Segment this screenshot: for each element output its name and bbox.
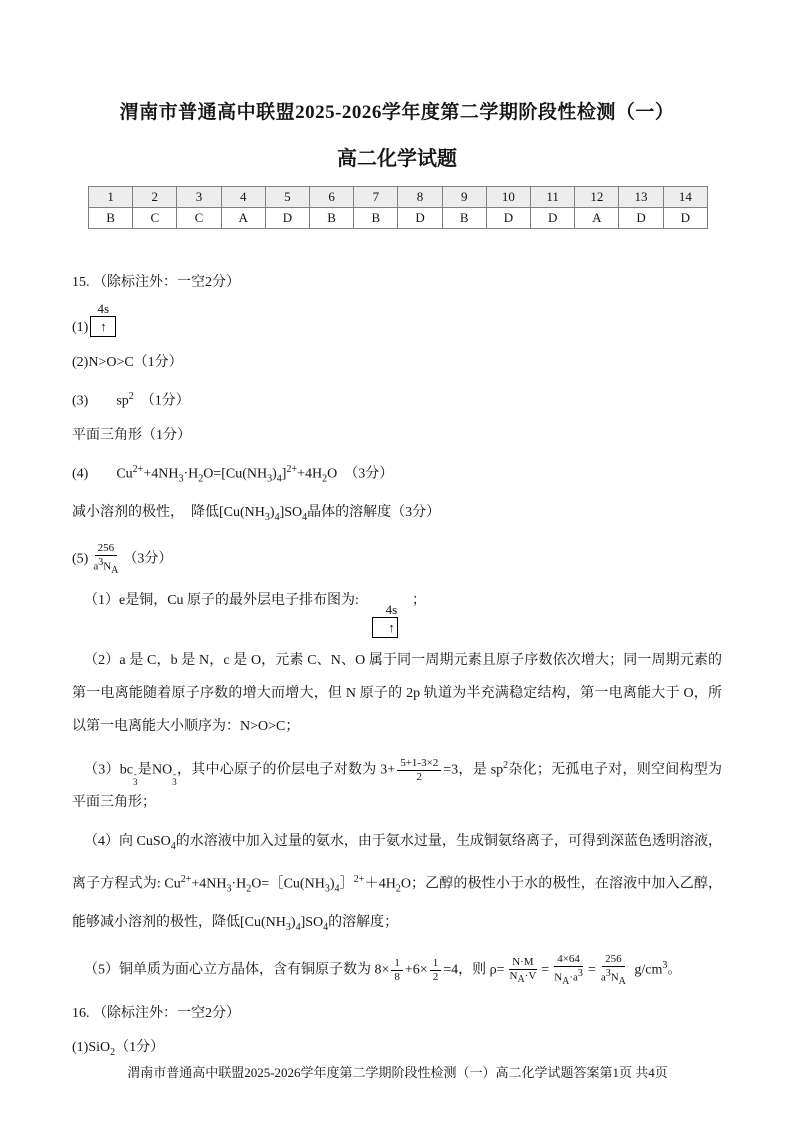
answer-table xyxy=(88,186,708,229)
question-number-cell: 4 xyxy=(221,187,265,208)
electron-up-arrow-icon: ↑ xyxy=(100,319,107,334)
q15-part1-label: (1) xyxy=(72,320,89,335)
orbital-sublevel-label: 4s xyxy=(385,601,398,617)
question-number-cell: 8 xyxy=(398,187,442,208)
question-number-cell: 12 xyxy=(575,187,619,208)
q15-part3-line2: 平面三角形（1分） xyxy=(72,427,191,443)
orbital-box xyxy=(372,617,398,638)
q15-part1-orbital xyxy=(72,301,722,337)
explanation-2: （2）a 是 C，b 是 N，c 是 O，元素 C、N、O 属于同一周期元素且原子序数依次增大；同一周期元素的第一电离能随着原子序数的增大而增大，但 N 原子的 2p 轨道为半充满稳定结构，第一电离能大于 O，所以第一电离能大小顺序为：N>O>C； xyxy=(72,652,722,734)
question-number-cell: 9 xyxy=(442,187,486,208)
orbital-diagram-inline xyxy=(372,602,398,638)
q15-part2: (2)N>O>C（1分） xyxy=(72,355,183,370)
electron-up-arrow-icon: ↑ xyxy=(388,619,395,635)
answer-table-header-row xyxy=(89,187,708,208)
answer-letter-cell: B xyxy=(442,208,486,229)
answer-letter-cell: D xyxy=(663,208,707,229)
answer-letter-cell: D xyxy=(619,208,663,229)
q16-heading: 16. （除标注外：一空2分） xyxy=(72,1006,240,1022)
q15-part5: (5) $\frac{256}{a^3N_A}$ （3分） xyxy=(72,541,173,576)
answer-letter-cell: B xyxy=(89,208,133,229)
q16-part1: (1)SiO$_2$（1分） xyxy=(72,1040,165,1059)
answer-letter-cell: D xyxy=(486,208,530,229)
answer-letter-cell: B xyxy=(354,208,398,229)
question-number-cell: 6 xyxy=(310,187,354,208)
answer-letter-cell: D xyxy=(531,208,575,229)
explanation-3: （3）bc - 3 是NO - 3 ，其中心原子的价层电子对数为 3+ $\frac{5+1-3\times 2}{2}$ =3，是 $sp^2$杂化；无孤电子对，则空间构型为平面三角形； xyxy=(72,756,722,811)
answer-letter-cell: D xyxy=(265,208,309,229)
answer-letter-cell: A xyxy=(575,208,619,229)
explanation-1-text: （1）e是铜，Cu 原子的最外层电子排布图为: xyxy=(84,592,359,608)
orbital-diagram xyxy=(90,301,116,337)
question-number-cell: 1 xyxy=(89,187,133,208)
answer-letter-cell: B xyxy=(310,208,354,229)
question-number-cell: 10 xyxy=(486,187,530,208)
explanation-1-punct: ； xyxy=(411,592,426,608)
answer-letter-cell: C xyxy=(133,208,177,229)
q15-part3-line1: (3) $sp^2$ （1分） xyxy=(72,391,190,409)
page-subtitle: 高二化学试题 xyxy=(337,148,457,170)
question-number-cell: 7 xyxy=(354,187,398,208)
explanation-5: （5）铜单质为面心立方晶体，含有铜原子数为 8× $\frac{1}{8}$ +6× $\frac{1}{2}$ =4，则 ρ= $\frac{N\cdot M}{N_A\cdot V}$ = $\frac{4\times 64}{N_A\cdot a^3}$ = $\frac{256}{a^3N_A}$ $g/cm^3$。 xyxy=(84,953,682,988)
answer-letter-cell: C xyxy=(177,208,221,229)
page-title: 渭南市普通高中联盟2025-2026学年度第二学期阶段性检测（一） xyxy=(119,102,675,123)
answer-letter-cell: A xyxy=(221,208,265,229)
q15-part4-line2: 减小溶剂的极性， 降低$[Cu(NH_3)_4]SO_4$晶体的溶解度（3分） xyxy=(72,505,441,523)
q15-part4-line1: (4) $Cu^{2+}+4NH_3\cdot H_2O=[Cu(NH_3)_4]^{2+}+4H_2O$ （3分） xyxy=(72,463,394,485)
question-number-cell: 2 xyxy=(133,187,177,208)
orbital-box xyxy=(90,316,116,337)
question-number-cell: 11 xyxy=(531,187,575,208)
question-number-cell: 5 xyxy=(265,187,309,208)
explanation-1 xyxy=(72,591,722,638)
page-footer: 渭南市普通高中联盟2025-2026学年度第二学期阶段性检测（一）高二化学试题答案第1页 共4页 xyxy=(127,1065,668,1080)
question-number-cell: 14 xyxy=(663,187,707,208)
orbital-sublevel-label: 4s xyxy=(97,301,110,316)
question-number-cell: 13 xyxy=(619,187,663,208)
explanation-4: （4）向 CuSO$_4$的水溶液中加入过量的氨水，由于氨水过量，生成铜氨络离子，可得到深蓝色透明溶液，离子方程式为: $Cu^{2+}+4NH_3\cdot H_2O=[Cu(NH_3)_4]^{2+}+4H_2O$；乙醇的极性小于水的极性，在溶液中加入乙醇，能够减小溶剂的极性，降低$[Cu(NH_3)_4]SO_4$的溶解度； xyxy=(72,834,723,933)
q15-heading: 15. （除标注外：一空2分） xyxy=(72,275,240,290)
answer-table-answer-row xyxy=(89,208,708,229)
answer-letter-cell: D xyxy=(398,208,442,229)
question-number-cell: 3 xyxy=(177,187,221,208)
